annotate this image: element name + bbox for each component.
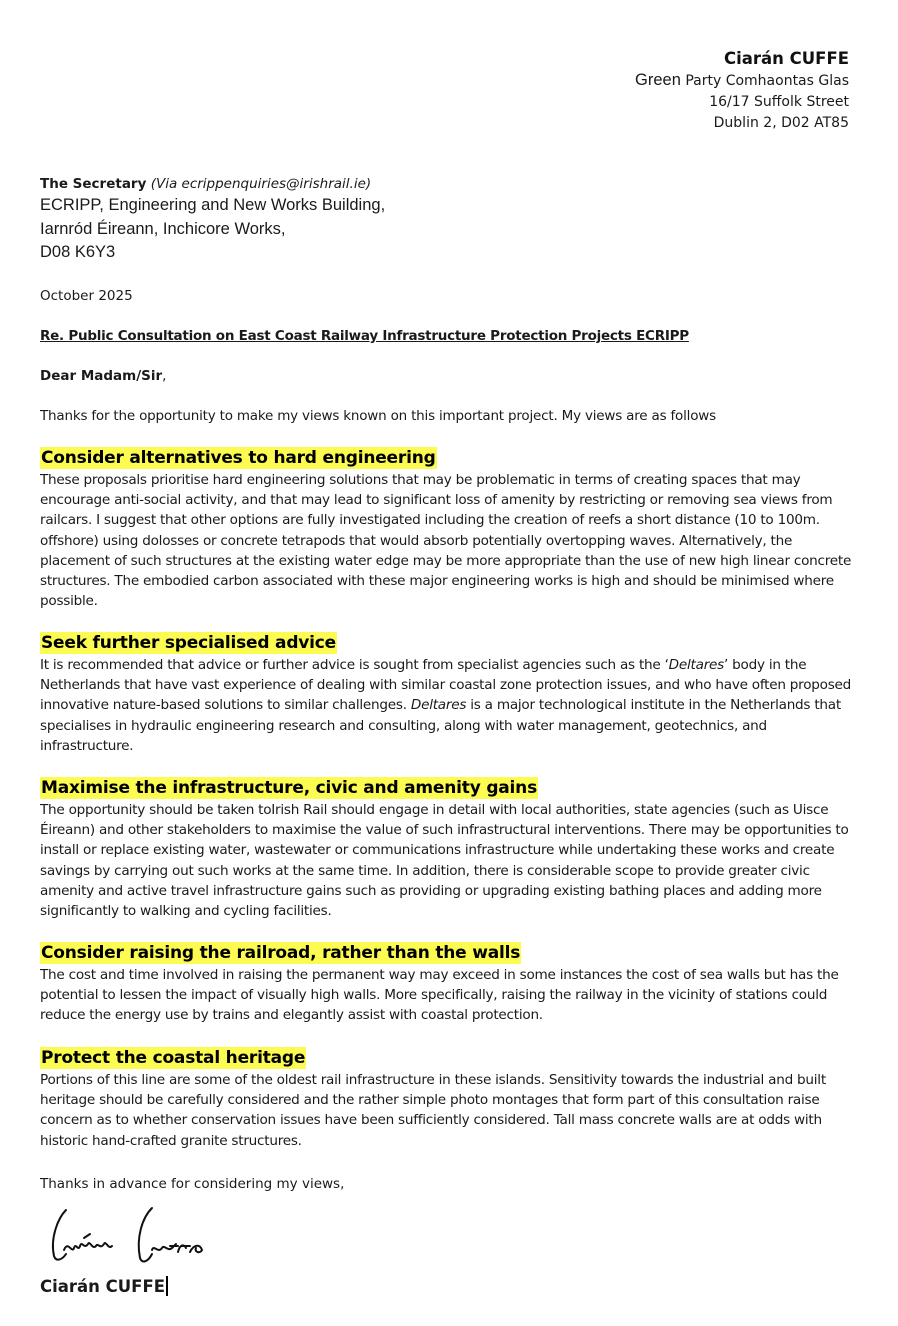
section-body: Portions of this line are some of the oldest rail infrastructure in these islands. Sensitivity towards the industrial and built heritage should be carefully considered and the rather simple photo montages that form part of this consultation raise concern as to whether conservation issues have been sufficiently considered. Tall mass concrete walls are at odds with historic hand-crafted granite structures. [40,1072,826,1149]
intro-paragraph: Thanks for the opportunity to make my views known on this important project. My views are as follows [40,408,716,424]
salutation-comma: , [162,368,167,384]
recipient-title: The Secretary [40,176,147,192]
recipient-address-line3: D08 K6Y3 [40,243,116,261]
letter-date: October 2025 [40,288,133,304]
sender-party-green: Green [635,71,681,89]
recipient-title-line [40,174,600,194]
signature-name-text: Ciarán CUFFE [40,1277,165,1296]
section-body: The cost and time involved in raising the permanent way may exceed in some instances the cost of sea walls but has the potential to lessen the impact of visually high walls. More specifically, raising the railway in the vicinity of stations could reduce the energy use by trains and elegantly assist with coastal protection. [40,967,839,1024]
recipient-block [40,174,600,265]
sender-address-line2: Dublin 2, D02 AT85 [713,115,849,131]
section-alternatives [40,447,860,611]
section-specialised-advice [40,632,860,756]
sender-party-rest: Party Comhaontas Glas [680,73,849,89]
section-body: The opportunity should be taken toIrish Rail should engage in detail with local authorities, state agencies (such as Uisce Éireann) and other stakeholders to maximise the value of such infrastructural interventions. There may be opportunities to install or replace existing water, wastewater or communications infrastructure while undertaking these works and create savings by carrying out such works at the same time. In addition, there is considerable scope to provide greater civic amenity and active travel infrastructure gains such as providing or upgrading existing bathing places and adding more significantly to walking and cycling facilities. [40,802,849,920]
deltares-italic: Deltares [668,657,724,673]
subject-line: Re. Public Consultation on East Coast Railway Infrastructure Protection Projects ECRIPP [40,328,689,344]
closing-line: Thanks in advance for considering my views, [40,1176,345,1192]
section-body: These proposals prioritise hard engineering solutions that may be problematic in terms of creating spaces that may encourage anti-social activity, and that may lead to significant loss of amenity by restricting or removing sea views from railcars. I suggest that other options are fully investigated including the creation of reefs a short distance (10 to 100m. offshore) using dolosses or concrete tetrapods that would absorb potentially overtopping waves. Alternatively, the placement of such structures at the existing water edge may be more appropriate than the use of new high linear concrete structures. The embodied carbon associated with these major engineering works is high and should be minimised where possible. [40,472,852,610]
section-heading: Consider raising the railroad, rather than the walls [41,943,521,963]
body-text: ’ body in the Netherlands that have vast experience of dealing with similar coastal zone protection issues, and who have often proposed innovative nature-based solutions to similar challenges. [40,657,852,714]
signature-name [40,1276,168,1298]
sender-party [635,70,849,92]
section-body [40,655,860,756]
section-heading: Protect the coastal heritage [41,1048,306,1068]
section-heading: Seek further specialised advice [41,633,337,653]
section-raise-railroad [40,942,860,1026]
sender-block [635,48,849,134]
recipient-address-line2: Iarnród Éireann, Inchicore Works, [40,219,286,238]
body-text: It is recommended that advice or further advice is sought from specialist agencies such as the ‘ [40,657,669,673]
body-text: is a major technological institute in the Netherlands that specialises in hydraulic engineering research and consulting, along with water management, geotechnics, and infrastructure. [40,697,841,754]
sender-address-line1: 16/17 Suffolk Street [709,94,849,110]
section-heading: Maximise the infrastructure, civic and amenity gains [41,778,538,798]
handwritten-signature [44,1204,224,1266]
text-cursor [166,1276,168,1296]
section-heading: Consider alternatives to hard engineering [41,448,436,468]
section-coastal-heritage [40,1047,860,1151]
recipient-address-line1: ECRIPP, Engineering and New Works Building, [40,196,386,214]
salutation-bold: Dear Madam/Sir [40,368,163,384]
salutation [40,366,166,386]
deltares-italic: Deltares [410,697,467,714]
sender-name: Ciarán CUFFE [724,49,849,68]
recipient-email: (Via ecrippenquiries@irishrail.ie) [146,176,372,192]
section-maximise-gains [40,777,860,921]
